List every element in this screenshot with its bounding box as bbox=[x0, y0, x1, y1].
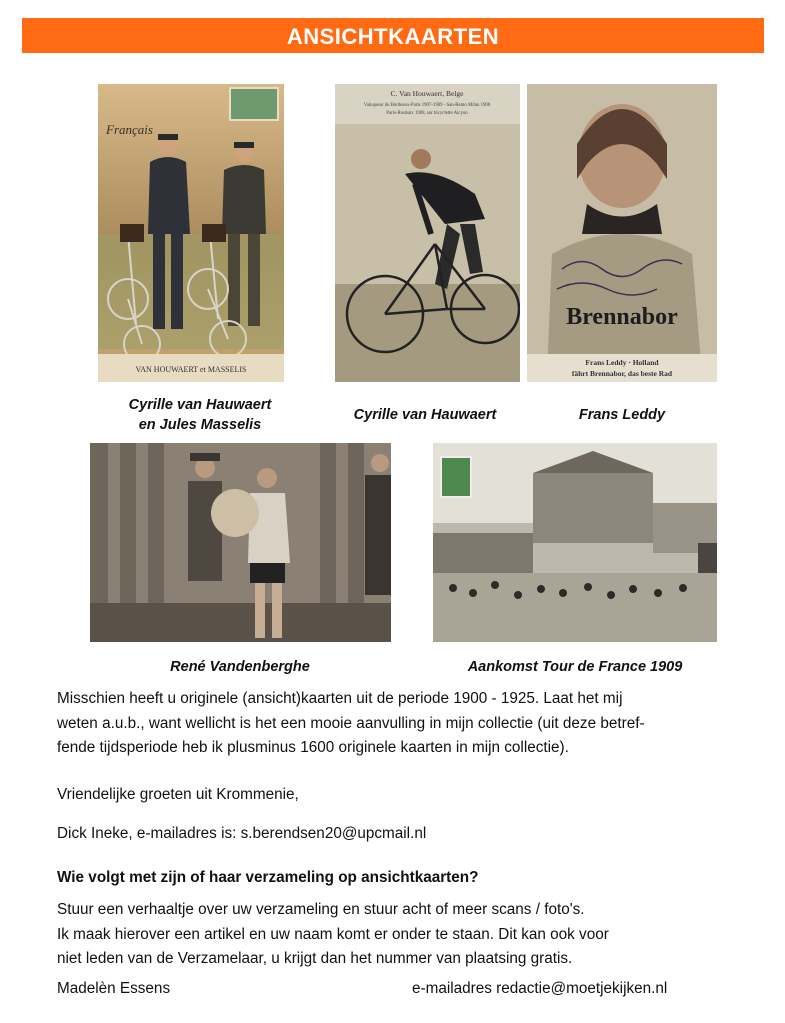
card-sub2: Paris-Roubaix 1908, sur bicyclette Alcyon bbox=[386, 111, 468, 116]
intro-paragraph bbox=[57, 687, 757, 761]
question-heading: Wie volgt met zijn of haar verzameling op ansichtkaarten? bbox=[57, 869, 479, 886]
card-line1: Frans Leddy · Holland bbox=[585, 358, 659, 367]
caption-photo-4: René Vandenberghe bbox=[170, 659, 310, 675]
text-line: Stuur een verhaaltje over uw verzameling en stuur acht of meer scans / foto's. bbox=[57, 901, 585, 918]
card-caption: VAN HOUWAERT et MASSELIS bbox=[135, 365, 247, 374]
text-line: niet leden van de Verzamelaar, u krijgt dan het nummer van plaatsing gratis. bbox=[57, 950, 573, 967]
caption-line: Cyrille van Hauwaert bbox=[128, 397, 272, 413]
caption-photo-3: Frans Leddy bbox=[578, 407, 666, 423]
postcard-cyrille-van-hauwaert bbox=[335, 84, 520, 382]
postcard-tour-de-france-1909 bbox=[433, 443, 717, 642]
card-title: C. Van Houwaert, Belge bbox=[390, 89, 464, 98]
caption-line: en Jules Masselis bbox=[138, 417, 262, 433]
text-line: fende tijdsperiode heb ik plusminus 1600 originele kaarten in mijn collectie). bbox=[57, 739, 569, 756]
postcard-frans-leddy bbox=[527, 84, 717, 382]
editor-name: Madelèn Essens bbox=[57, 980, 171, 997]
handwriting: Français bbox=[106, 122, 153, 137]
call-paragraph bbox=[57, 898, 757, 972]
signature: Dick Ineke, e-mailadres is: s.berendsen20@upcmail.nl bbox=[57, 825, 427, 842]
card-sub1: Vainqueur du Bordeaux-Paris 1907-1909 - San-Remo Milan 1908 bbox=[363, 103, 491, 108]
jersey-text: Brennabor bbox=[566, 304, 678, 330]
text-line: weten a.u.b., want wellicht is het een mooie aanvulling in mijn collectie (uit deze betref- bbox=[57, 714, 645, 732]
greeting: Vriendelijke groeten uit Krommenie, bbox=[57, 786, 299, 803]
card-line2: fährt Brennabor, das beste Rad bbox=[571, 369, 673, 378]
postcard-van-hauwaert-masselis bbox=[98, 84, 284, 382]
text-line: Ik maak hierover een artikel en uw naam komt er onder te staan. Dit kan ook voor bbox=[57, 925, 609, 943]
text-line: Misschien heeft u originele (ansicht)kaarten uit de periode 1900 - 1925. Laat het mij bbox=[57, 690, 623, 707]
caption-photo-2: Cyrille van Hauwaert bbox=[353, 407, 497, 423]
editor-email: e-mailadres redactie@moetjekijken.nl bbox=[412, 980, 668, 997]
postcard-rene-vandenberghe bbox=[90, 443, 391, 642]
caption-photo-5: Aankomst Tour de France 1909 bbox=[467, 659, 683, 675]
page-title: ANSICHTKAARTEN bbox=[22, 18, 764, 53]
caption-photo-1 bbox=[100, 395, 300, 435]
